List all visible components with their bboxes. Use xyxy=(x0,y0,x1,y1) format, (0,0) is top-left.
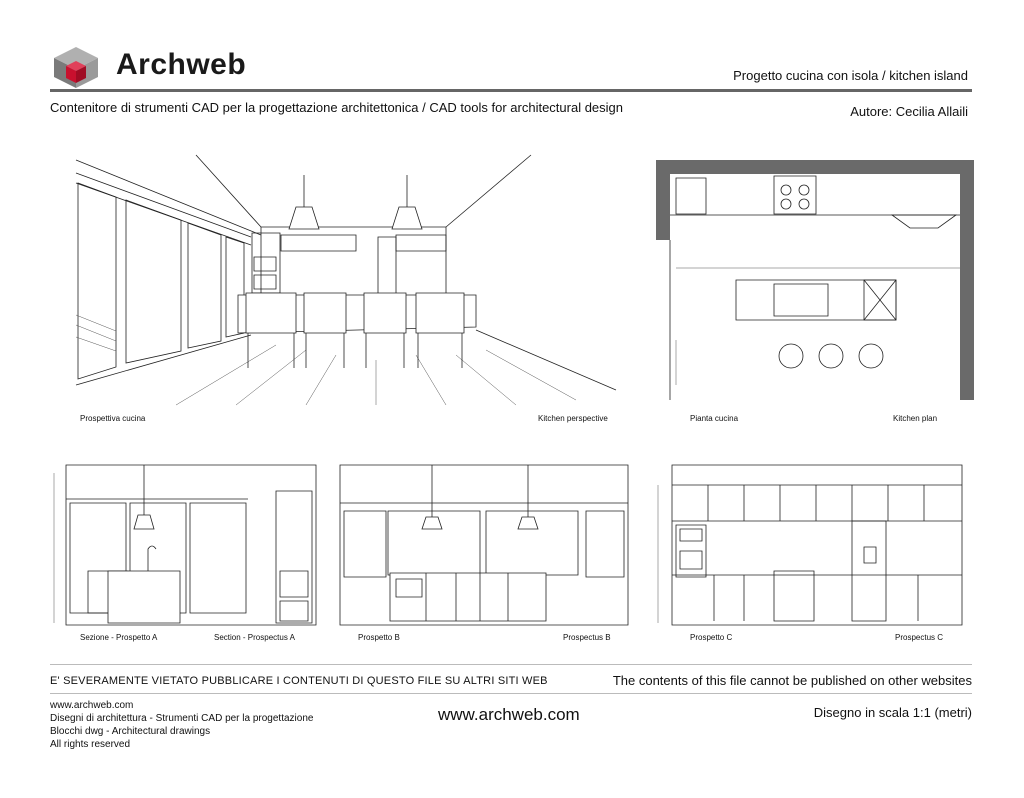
footer-info xyxy=(50,699,313,751)
perspective-label-it: Prospettiva cucina xyxy=(80,414,146,423)
perspective-label-en: Kitchen perspective xyxy=(538,414,608,423)
plan-label-it: Pianta cucina xyxy=(690,414,739,423)
footer-line-website[interactable]: www.archweb.com xyxy=(50,700,134,711)
elevation-b-label-en: Prospectus B xyxy=(563,633,611,642)
project-title: Progetto cucina con isola / kitchen island xyxy=(733,68,968,83)
footer-url-link[interactable]: www.archweb.com xyxy=(438,705,580,724)
section-a-label-it: Sezione - Prospetto A xyxy=(80,633,158,642)
warning-italian: E' SEVERAMENTE VIETATO PUBBLICARE I CONTENUTI DI QUESTO FILE SU ALTRI SITI WEB xyxy=(50,675,548,687)
drawing-scale: Disegno in scala 1:1 (metri) xyxy=(813,705,972,720)
elevation-c-label-it: Prospetto C xyxy=(690,633,733,642)
plan-label-en: Kitchen plan xyxy=(893,414,938,423)
kitchen-plan-drawing xyxy=(656,160,974,405)
elevation-c-drawing xyxy=(654,463,964,628)
footer-line-drawings: Disegni di architettura - Strumenti CAD per la progettazione xyxy=(50,713,314,724)
section-a-drawing xyxy=(48,463,318,628)
section-a-label-en: Section - Prospectus A xyxy=(214,633,295,642)
archweb-logo xyxy=(52,45,100,89)
footer-line-rights: All rights reserved xyxy=(50,739,131,750)
footer-rule-bottom xyxy=(50,693,972,694)
subtitle: Contenitore di strumenti CAD per la progettazione architettonica / CAD tools for architectural design xyxy=(50,100,624,115)
author: Autore: Cecilia Allaili xyxy=(850,104,968,119)
footer-rule-top xyxy=(50,664,972,665)
kitchen-perspective-drawing xyxy=(76,155,616,405)
footer-line-blocks: Blocchi dwg - Architectural drawings xyxy=(50,726,211,737)
brand-name: Archweb xyxy=(116,48,247,81)
elevation-b-drawing xyxy=(340,463,630,628)
elevation-b-label-it: Prospetto B xyxy=(358,633,400,642)
warning-english: The contents of this file cannot be published on other websites xyxy=(612,673,972,688)
elevation-c-label-en: Prospectus C xyxy=(895,633,944,642)
header-rule xyxy=(50,89,972,92)
